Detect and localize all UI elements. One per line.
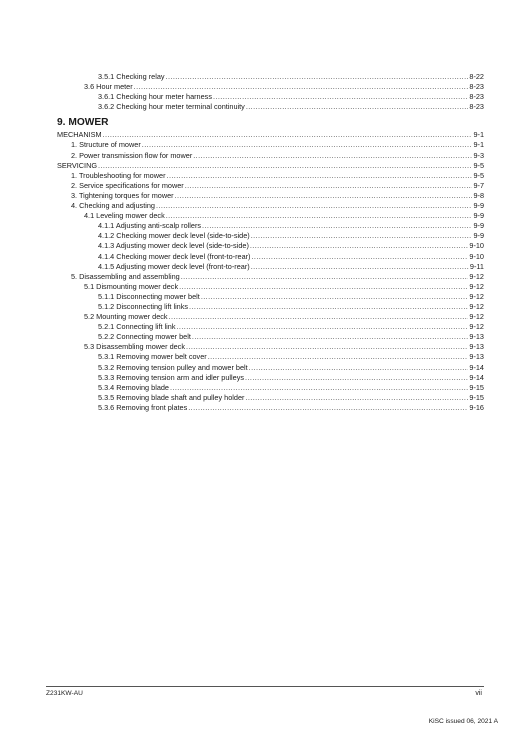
toc-entry-page: 9-3: [473, 150, 484, 160]
toc-entry[interactable]: [57, 151, 484, 161]
toc-entry-title: 2. Power transmission flow for mower: [71, 150, 193, 160]
toc-entry[interactable]: [57, 373, 484, 383]
toc-entry[interactable]: [57, 292, 484, 302]
toc-entry[interactable]: [57, 161, 484, 171]
toc-entry-title: 5.3.3 Removing tension arm and idler pulleys: [98, 372, 245, 382]
toc-leader-dots: [166, 211, 473, 221]
toc-entry-page: 8-23: [469, 82, 484, 92]
toc-leader-dots: [246, 102, 469, 112]
footer-page-number: vii: [475, 690, 482, 697]
toc-entry-page: 9-13: [469, 342, 484, 352]
toc-leader-dots: [186, 342, 468, 352]
toc-entry-title: 5.2.2 Connecting mower belt: [98, 332, 191, 342]
toc-entry-title: 4.1.3 Adjusting mower deck level (side-to-side): [98, 241, 249, 251]
toc-leader-dots: [181, 272, 469, 282]
toc-entry-page: 9-1: [473, 130, 484, 140]
toc-entry-title: 5.3 Disassembling mower deck: [84, 342, 185, 352]
toc-entry-page: 9-15: [469, 382, 484, 392]
toc-entry[interactable]: [57, 272, 484, 282]
issued-note: KiSC issued 06, 2021 A: [428, 718, 498, 725]
toc-entry-title: 4. Checking and adjusting: [71, 201, 155, 211]
toc-leader-dots: [166, 72, 469, 82]
toc-entry-title: 5. Disassembling and assembling: [71, 271, 180, 281]
toc-entry[interactable]: [57, 302, 484, 312]
toc-entry-page: 9-5: [473, 170, 484, 180]
toc-entry-title: 5.2 Mounting mower deck: [84, 312, 168, 322]
toc-entry-title: 3. Tightening torques for mower: [71, 190, 174, 200]
toc-entry-page: 9-14: [469, 372, 484, 382]
toc-entry-page: 9-12: [469, 291, 484, 301]
toc-leader-dots: [179, 282, 468, 292]
toc-leader-dots: [245, 373, 468, 383]
toc-entry-title: MECHANISM: [57, 130, 102, 140]
toc-entry-page: 9-1: [473, 140, 484, 150]
toc-entry[interactable]: [57, 262, 484, 272]
footer-divider: [46, 686, 484, 687]
toc-entry-page: 9-10: [469, 251, 484, 261]
toc-entry-page: 9-5: [473, 160, 484, 170]
toc-leader-dots: [188, 403, 468, 413]
toc-entry-page: 9-7: [473, 180, 484, 190]
toc-leader-dots: [201, 292, 469, 302]
toc-entry[interactable]: [57, 171, 484, 181]
footer-model: Z231KW-AU: [46, 690, 83, 697]
toc-entry-page: 9-9: [473, 201, 484, 211]
toc-entry-title: 1. Structure of mower: [71, 140, 141, 150]
toc-leader-dots: [175, 191, 473, 201]
toc-entry-page: 9-8: [473, 190, 484, 200]
toc-leader-dots: [250, 241, 469, 251]
toc-entry[interactable]: [57, 92, 484, 102]
toc-entry-title: 5.3.4 Removing blade: [98, 382, 169, 392]
toc-leader-dots: [202, 221, 472, 231]
toc-entry-page: 9-12: [469, 322, 484, 332]
toc-entry-page: 9-11: [469, 261, 484, 271]
toc-leader-dots: [134, 82, 469, 92]
toc-entry-title: 3.6.1 Checking hour meter harness: [98, 92, 212, 102]
toc-entry-title: 5.3.6 Removing front plates: [98, 402, 188, 412]
toc-leader-dots: [169, 312, 469, 322]
toc-leader-dots: [176, 322, 468, 332]
toc-entry[interactable]: [57, 252, 484, 262]
toc-entry-title: 1. Troubleshooting for mower: [71, 170, 166, 180]
toc-leader-dots: [98, 161, 472, 171]
toc-entry-title: 4.1 Leveling mower deck: [84, 211, 165, 221]
toc-entry-title: 5.1.2 Disconnecting lift links: [98, 301, 189, 311]
toc-entry-title: 4.1.4 Checking mower deck level (front-to-rear): [98, 251, 251, 261]
toc-entry[interactable]: [57, 332, 484, 342]
toc-entry[interactable]: [57, 191, 484, 201]
toc-entry-title: 5.3.5 Removing blade shaft and pulley holder: [98, 392, 245, 402]
toc-leader-dots: [251, 252, 468, 262]
toc-entry[interactable]: [57, 102, 484, 112]
toc-leader-dots: [156, 201, 472, 211]
toc-entry-page: 9-9: [473, 221, 484, 231]
toc-entry[interactable]: [57, 140, 484, 150]
toc-entry-page: 9-15: [469, 392, 484, 402]
toc-entry[interactable]: [57, 211, 484, 221]
toc-entry[interactable]: [57, 342, 484, 352]
toc-leader-dots: [192, 332, 469, 342]
table-of-contents: [57, 72, 484, 413]
toc-leader-dots: [249, 363, 469, 373]
chapter-heading: 9. MOWER: [57, 117, 109, 129]
toc-entry-title: 5.3.2 Removing tension pulley and mower belt: [98, 362, 248, 372]
toc-entry[interactable]: [57, 403, 484, 413]
toc-leader-dots: [245, 393, 468, 403]
toc-entry-page: 9-12: [469, 301, 484, 311]
toc-entry-title: 5.2.1 Connecting lift link: [98, 322, 176, 332]
toc-leader-dots: [193, 151, 472, 161]
toc-entry-page: 9-14: [469, 362, 484, 372]
toc-leader-dots: [167, 171, 473, 181]
toc-entry-title: 3.6 Hour meter: [84, 82, 133, 92]
toc-leader-dots: [189, 302, 468, 312]
toc-entry-title: 4.1.2 Checking mower deck level (side-to-side): [98, 231, 250, 241]
toc-leader-dots: [208, 352, 469, 362]
toc-entry-page: 9-10: [469, 241, 484, 251]
toc-entry[interactable]: [57, 72, 484, 82]
toc-entry-title: 5.1.1 Disconnecting mower belt: [98, 291, 200, 301]
toc-entry-title: 2. Service specifications for mower: [71, 180, 184, 190]
toc-leader-dots: [185, 181, 473, 191]
toc-entry-page: 8-23: [469, 102, 484, 112]
toc-entry[interactable]: [57, 322, 484, 332]
toc-entry[interactable]: [57, 383, 484, 393]
toc-entry-page: 9-12: [469, 271, 484, 281]
toc-leader-dots: [251, 231, 473, 241]
toc-leader-dots: [213, 92, 468, 102]
toc-entry-page: 9-13: [469, 332, 484, 342]
toc-leader-dots: [251, 262, 469, 272]
toc-entry-title: 4.1.1 Adjusting anti-scalp rollers: [98, 221, 202, 231]
toc-entry-page: 9-16: [469, 402, 484, 412]
toc-entry[interactable]: [57, 221, 484, 231]
toc-previous-chapter-entries: [57, 72, 484, 112]
toc-entry[interactable]: [57, 393, 484, 403]
toc-entry-title: SERVICING: [57, 160, 98, 170]
toc-entry-page: 9-12: [469, 281, 484, 291]
toc-entry[interactable]: [57, 82, 484, 92]
toc-entry[interactable]: [57, 130, 484, 140]
toc-entry[interactable]: [57, 241, 484, 251]
toc-entry[interactable]: [57, 231, 484, 241]
toc-entry[interactable]: [57, 282, 484, 292]
toc-entry[interactable]: [57, 363, 484, 373]
toc-entry-page: 8-23: [469, 92, 484, 102]
toc-entry-title: 4.1.5 Adjusting mower deck level (front-to-rear): [98, 261, 250, 271]
toc-entry[interactable]: [57, 201, 484, 211]
toc-leader-dots: [142, 140, 473, 150]
toc-entry-page: 9-12: [469, 312, 484, 322]
toc-entry[interactable]: [57, 352, 484, 362]
toc-entry-page: 8-22: [469, 72, 484, 81]
toc-entry-title: 5.3.1 Removing mower belt cover: [98, 352, 207, 362]
toc-chapter-entries: [57, 130, 484, 413]
toc-entry[interactable]: [57, 181, 484, 191]
toc-entry-page: 9-9: [473, 231, 484, 241]
toc-leader-dots: [170, 383, 468, 393]
toc-leader-dots: [103, 130, 473, 140]
toc-entry-page: 9-9: [473, 211, 484, 221]
toc-entry-title: 5.1 Dismounting mower deck: [84, 281, 179, 291]
toc-entry-page: 9-13: [469, 352, 484, 362]
toc-entry-title: 3.5.1 Checking relay: [98, 72, 165, 81]
toc-entry-title: 3.6.2 Checking hour meter terminal continuity: [98, 102, 245, 112]
toc-entry[interactable]: [57, 312, 484, 322]
